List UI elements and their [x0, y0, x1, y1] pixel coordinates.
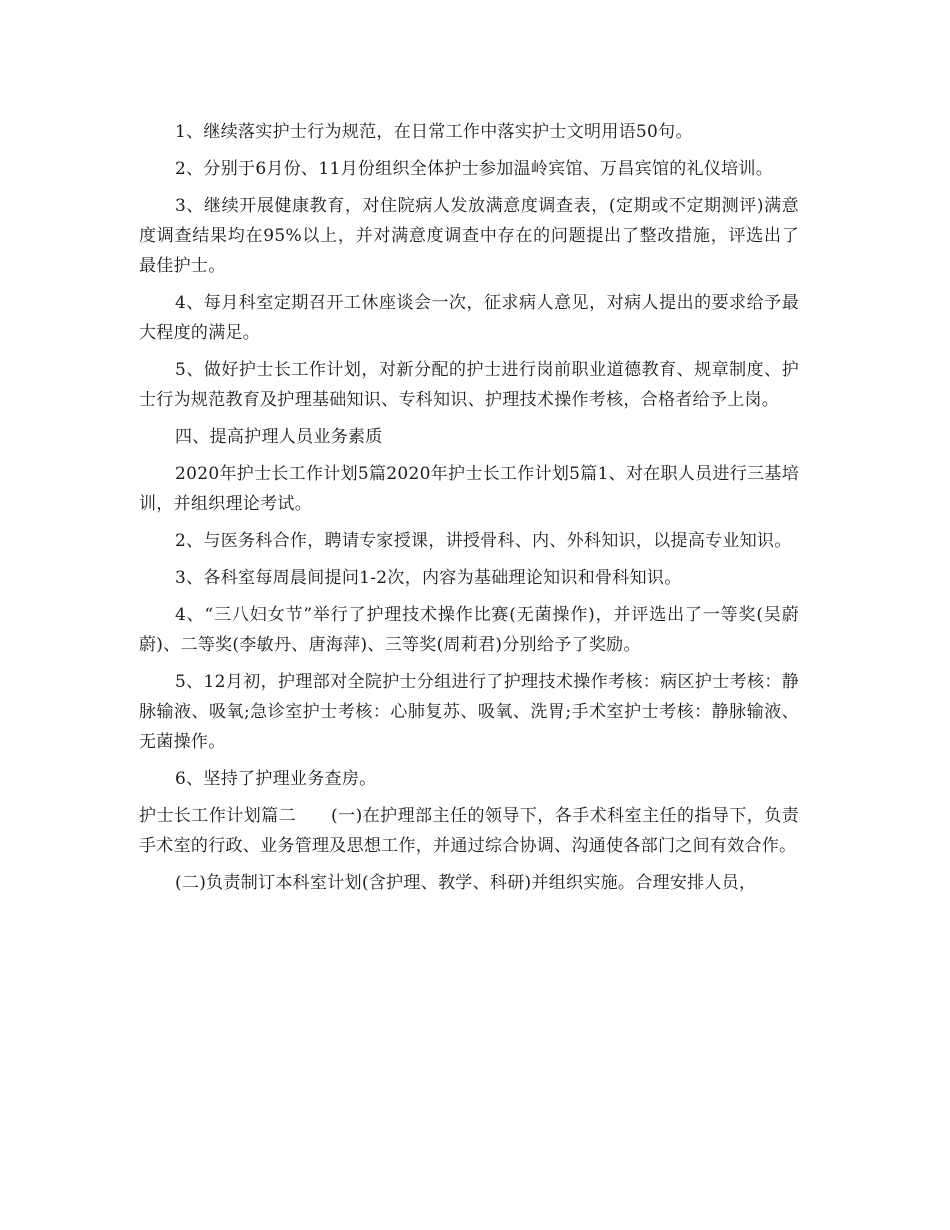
paragraph-1: 1、继续落实护士行为规范，在日常工作中落实护士文明用语50句。	[175, 122, 693, 142]
paragraph-13: (二)负责制订本科室计划(含护理、教学、科研)并组织实施。合理安排人员，	[175, 873, 757, 893]
paragraph-12: 护士长工作计划篇二 (一)在护理部主任的领导下，各手术科室主任的指导下，负责手术室的行政、业务管理及思想工作，并通过综合协调、沟通使各部门之间有效合作。	[139, 806, 799, 856]
paragraph-3: 3、继续开展健康教育，对住院病人发放满意度调查表，(定期或不定期测评)满意度调查结果均在95%以上，并对满意度调查中存在的问题提出了整改措施，评选出了最佳护士。	[139, 196, 799, 276]
paragraph-7: 2、与医务科合作，聘请专家授课，讲授骨科、内、外科知识，以提高专业知识。	[175, 531, 792, 551]
paragraph-10: 5、12月初，护理部对全院护士分组进行了护理技术操作考核：病区护士考核：静脉输液、吸氧;急诊室护士考核：心肺复苏、吸氧、洗胃;手术室护士考核：静脉输液、无菌操作。	[139, 672, 799, 752]
paragraph-11: 6、坚持了护理业务查房。	[175, 769, 377, 789]
section-heading-4: 四、提高护理人员业务素质	[175, 427, 383, 447]
paragraph-9: 4、“三八妇女节”举行了护理技术操作比赛(无菌操作)，并评选出了一等奖(吴蔚蔚)、二等奖(李敏丹、唐海萍)、三等奖(周莉君)分别给予了奖励。	[139, 605, 799, 655]
document-body	[139, 117, 799, 905]
paragraph-4: 4、每月科室定期召开工休座谈会一次，征求病人意见，对病人提出的要求给予最大程度的满足。	[139, 293, 799, 343]
paragraph-5: 5、做好护士长工作计划，对新分配的护士进行岗前职业道德教育、规章制度、护士行为规范教育及护理基础知识、专科知识、护理技术操作考核，合格者给予上岗。	[139, 360, 799, 410]
paragraph-6: 2020年护士长工作计划5篇2020年护士长工作计划5篇1、对在职人员进行三基培训，并组织理论考试。	[139, 464, 799, 514]
paragraph-2: 2、分别于6月份、11月份组织全体护士参加温岭宾馆、万昌宾馆的礼仪培训。	[175, 159, 774, 179]
paragraph-8: 3、各科室每周晨间提问1-2次，内容为基础理论知识和骨科知识。	[175, 568, 682, 588]
